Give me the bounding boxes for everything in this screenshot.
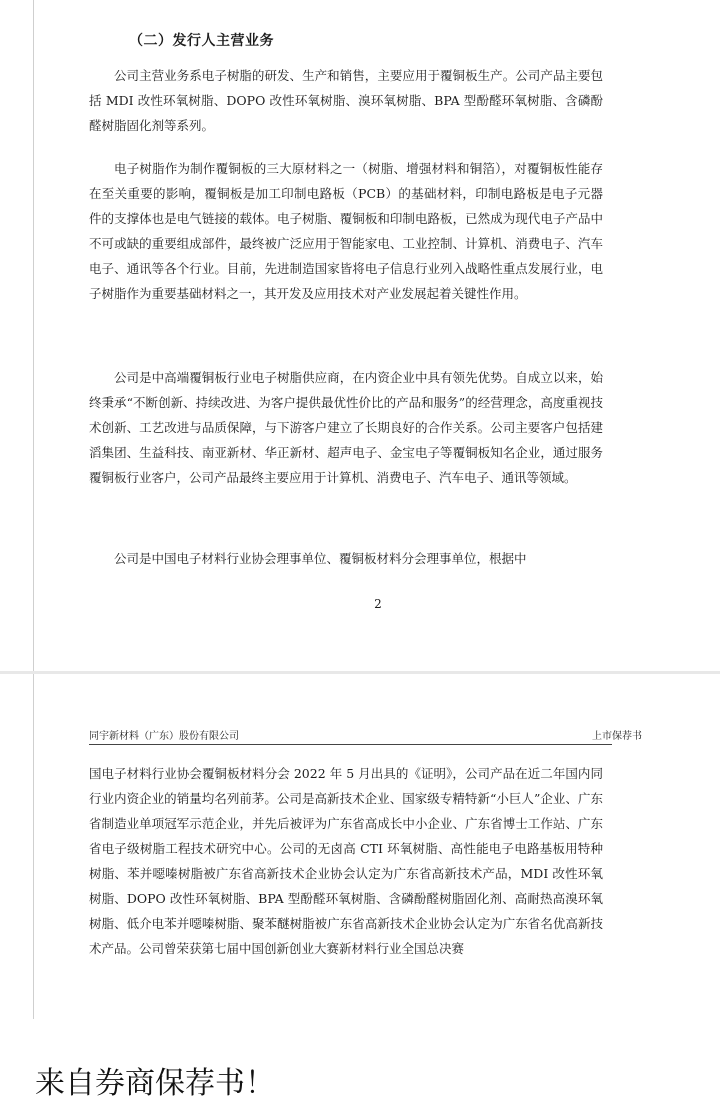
caption-text: 来自券商保荐书！ <box>35 1066 275 1101</box>
paragraph-electronic-resin: 电子树脂作为制作覆铜板的三大原材料之一（树脂、增强材料和铜箔），对覆铜板性能存在至关重要的影响，覆铜板是加工印制电路板（PCB）的基础材料，印制电路板是电子元器件的支撑体也是电气链接的载体。电子树脂、覆铜板和印制电路板，已然成为现代电子产品中不可或缺的重要组成部件，最终被广泛应用于智能家电、工业控制、计算机、消费电子、汽车电子、通讯等各个行业。目前，先进制造国家皆将电子信息行业列入战略性重点发展行业，电子树脂作为重要基础材料之一，其开发及应用技术对产业发展起着关键性作用。 <box>89 161 603 301</box>
paragraph-company-position: 公司是中高端覆铜板行业电子树脂供应商，在内资企业中具有领先优势。自成立以来，始终秉承“不断创新、持续改进、为客户提供最优性价比的产品和服务”的经营理念，高度重视技术创新、工艺改进与品质保障，与下游客户建立了长期良好的合作关系。公司主要客户包括建滔集团、生益科技、南亚新材、华正新材、超声电子、金宝电子等覆铜板知名企业，通过服务覆铜板行业客户，公司产品最终主要应用于计算机、消费电子、汽车电子、通讯等领域。 <box>89 370 603 485</box>
document-page-1 <box>33 0 720 671</box>
page-header-company: 同宇新材料（广东）股份有限公司 <box>89 731 239 742</box>
header-rule <box>89 744 612 745</box>
paragraph-association: 公司是中国电子材料行业协会理事单位、覆铜板材料分会理事单位，根据中 <box>114 551 527 566</box>
page-number: 2 <box>374 597 382 611</box>
paragraph-continued: 国电子材料行业协会覆铜板材料分会 2022 年 5 月出具的《证明》，公司产品在近二年国内同行业内资企业的销量均名列前茅。公司是高新技术企业、国家级专精特新“小巨人”企业、广东省制造业单项冠军示范企业，并先后被评为广东省高成长中小企业、广东省博士工作站、广东省电子级树脂工程技术研究中心。公司的无卤高 CTI 环氧树脂、高性能电子电路基板用特种树脂、苯并噁嗪树脂被广东省高新技术企业协会认定为广东省高新技术产品，MDI 改性环氧树脂、DOPO 改性环氧树脂、BPA 型酚醛环氧树脂、含磷酚醛树脂固化剂、高耐热高溴环氧树脂、低介电苯并噁嗪树脂、聚苯醚树脂被广东省高新技术企业协会认定为广东省名优高新技术产品。公司曾荣获第七届中国创新创业大赛新材料行业全国总决赛 <box>89 766 603 956</box>
document-page-2 <box>33 674 720 1019</box>
paragraph-main-business: 公司主营业务系电子树脂的研发、生产和销售，主要应用于覆铜板生产。公司产品主要包括 MDI 改性环氧树脂、DOPO 改性环氧树脂、溴环氧树脂、BPA 型酚醛环氧树脂、含磷酚醛树脂固化剂等系列。 <box>89 68 603 133</box>
page-header-doc-type: 上市保荐书 <box>592 731 642 742</box>
section-heading: （二）发行人主营业务 <box>129 33 274 49</box>
